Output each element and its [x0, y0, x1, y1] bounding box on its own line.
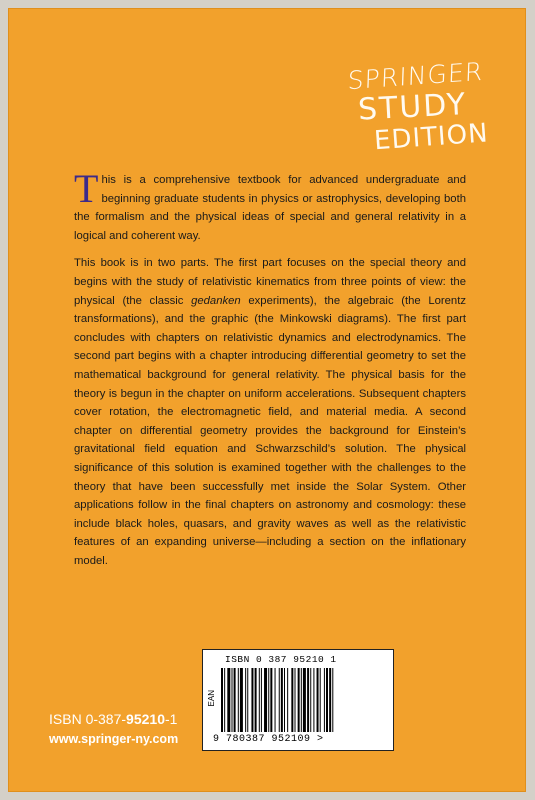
barcode-bar	[227, 668, 230, 732]
publisher-url: www.springer-ny.com	[49, 732, 179, 746]
book-description	[74, 166, 466, 579]
p1-text: his is a comprehensive textbook for advanced undergraduate and beginning graduate students in physics or astrophysics, developing both the formalism and the physical ideas of special and general relativity in a logical and coherent way.	[74, 174, 466, 242]
p2-text-b: experiments), the algebraic (the Lorentz transformations), and the graphic (the Minkowski diagrams). The first part concludes with chapters on relativistic dynamics and electrodynamics. The second part begins with a chapter introducing differential geometry to set the mathematical background for general relativity. The physical basis for the theory is begun in the chapter on uniform accelerations. Subsequent chapters cover rotation, the electromagnetic field, and material media. A second chapter on differential geometry provides the background for Einstein’s gravitational field equation and Schwarzschild’s solution. The physical significance of this solution is examined together with the challenges to the theory that have been successfully met inside the Solar System. Other applications follow in the final chapters on astronomy and cosmology: these include black holes, quasars, and gravity waves as well as the relativistic features of an expanding universe—including a section on the inflationary model.	[74, 294, 466, 567]
barcode-label	[202, 649, 394, 751]
barcode-bar	[224, 668, 225, 732]
p2-emphasis: gedanken	[191, 294, 241, 307]
springer-study-edition-logo	[347, 56, 498, 157]
barcode-bar	[329, 668, 331, 732]
isbn-bold: 95210	[126, 711, 165, 727]
barcode-bar	[295, 668, 296, 732]
series-line-3: EDITION	[373, 118, 490, 157]
barcode-digits: 9 780387 952109 >	[213, 734, 324, 745]
drop-cap: T	[74, 166, 99, 211]
ean-label: EAN	[207, 690, 216, 707]
barcode-bar	[264, 668, 267, 732]
barcode-bar	[298, 668, 300, 732]
barcode-bar	[234, 668, 236, 732]
barcode-bar	[291, 668, 293, 732]
barcode-bar	[313, 668, 314, 732]
barcode-bars	[221, 668, 381, 732]
barcode-bar	[317, 668, 319, 732]
isbn-prefix: ISBN 0-387-	[49, 711, 127, 727]
barcode-bar	[251, 668, 253, 732]
description-paragraph-2	[74, 254, 466, 570]
barcode-bar	[279, 668, 280, 732]
barcode-bar	[332, 668, 333, 732]
barcode-bar	[284, 668, 285, 732]
barcode-bar	[303, 668, 306, 732]
barcode-bar	[324, 668, 325, 732]
p2-text-a: This book is in two parts. The first part focuses on the special theory and begins with the study of relativistic kinematics from three points of view: the physical (the classic	[74, 257, 466, 307]
book-back-cover	[8, 8, 526, 792]
barcode-bar	[261, 668, 262, 732]
barcode-bar	[259, 668, 260, 732]
barcode-bar	[301, 668, 302, 732]
barcode-bar	[255, 668, 257, 732]
footer-isbn	[49, 711, 177, 727]
barcode-bar	[275, 668, 276, 732]
barcode-bar	[326, 668, 328, 732]
barcode-bar	[245, 668, 246, 732]
isbn-suffix: -1	[164, 711, 178, 727]
barcode-bar	[240, 668, 243, 732]
series-line-1: SPRINGER	[347, 56, 484, 96]
barcode-bar	[307, 668, 309, 732]
barcode-bar	[320, 668, 321, 732]
series-line-2: STUDY	[357, 86, 468, 128]
barcode-isbn: ISBN 0 387 95210 1	[225, 654, 337, 665]
barcode-bar	[268, 668, 269, 732]
barcode-bar	[247, 668, 248, 732]
barcode-bar	[221, 668, 223, 732]
barcode-bar	[238, 668, 239, 732]
barcode-bar	[287, 668, 288, 732]
barcode-bar	[232, 668, 233, 732]
barcode-bar	[270, 668, 272, 732]
barcode-bar	[310, 668, 311, 732]
description-paragraph-1	[74, 166, 466, 245]
barcode-bar	[281, 668, 283, 732]
